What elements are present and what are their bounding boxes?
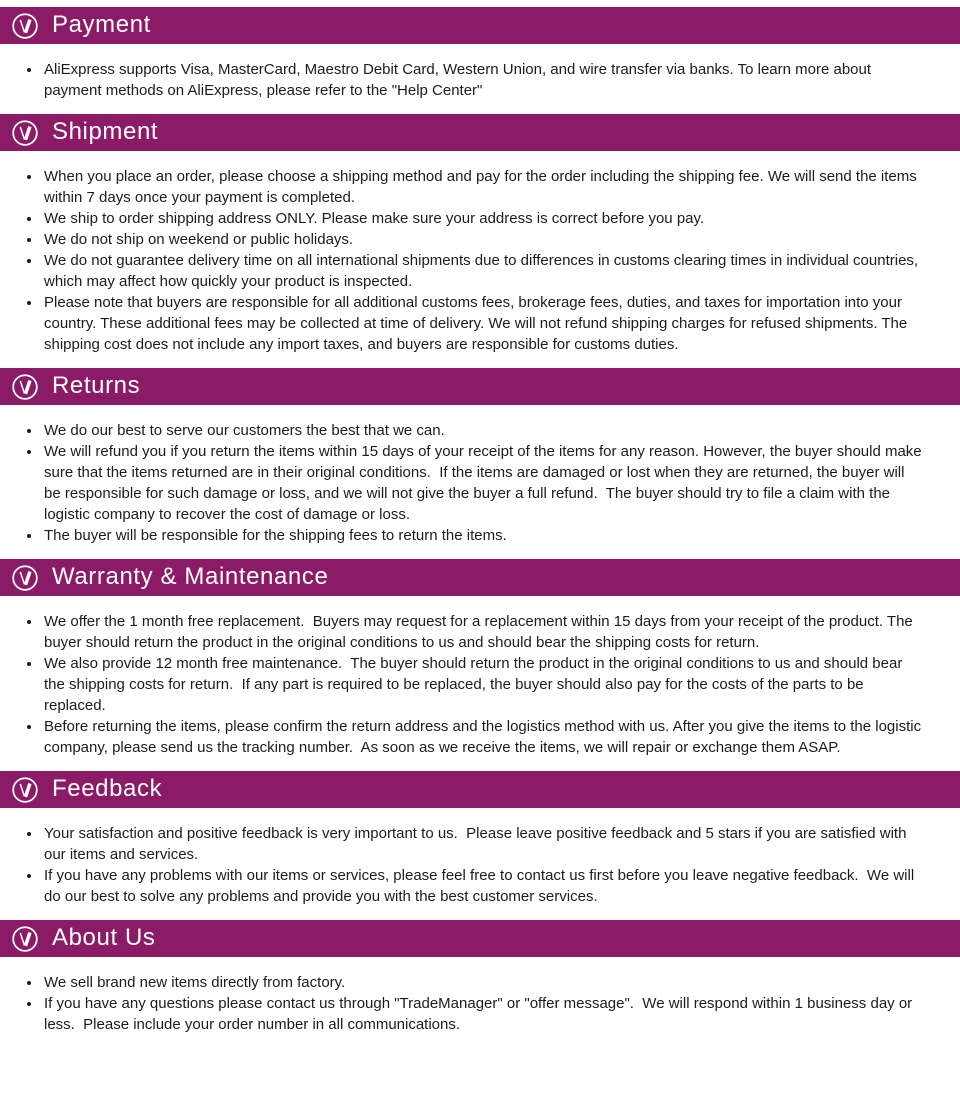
bullet-item: • AliExpress supports Visa, MasterCard, Maestro Debit Card, Western Union, and wire transfer via banks. To learn more about payment methods on AliExpress, please refer to the "Help Center" bbox=[42, 59, 922, 101]
section-body bbox=[0, 957, 960, 1048]
bullet-item: • Before returning the items, please confirm the return address and the logistics method with us. After you give the items to the logistic company, please send us the tracking number. As soon as we receive the items, we will repair or exchange them ASAP. bbox=[42, 716, 922, 758]
bullet-item: • We ship to order shipping address ONLY. Please make sure your address is correct before you pay. bbox=[42, 208, 922, 229]
bullet-item: • We sell brand new items directly from factory. bbox=[42, 972, 922, 993]
top-margin bbox=[0, 0, 960, 7]
bullet-list bbox=[0, 405, 960, 559]
section-header-returns bbox=[0, 368, 960, 405]
section-about-us bbox=[0, 920, 960, 1048]
section-header-warranty bbox=[0, 559, 960, 596]
section-title: Warranty & Maintenance bbox=[52, 562, 329, 590]
bullet-item: • When you place an order, please choose a shipping method and pay for the order including the shipping fee. We will send the items within 7 days once your payment is completed. bbox=[42, 166, 922, 208]
bullet-item: • We will refund you if you return the items within 15 days of your receipt of the items for any reason. However, the buyer should make sure that the items returned are in their original conditions. If the items are damaged or lost when they are returned, the buyer will be responsible for such damage or loss, and we will not give the buyer a full refund. The buyer should try to file a claim with the logistic company to recover the cost of damage or loss. bbox=[42, 441, 922, 525]
section-header-shipment bbox=[0, 114, 960, 151]
bullet-item: • The buyer will be responsible for the shipping fees to return the items. bbox=[42, 525, 922, 546]
section-shipment bbox=[0, 114, 960, 368]
section-body bbox=[0, 596, 960, 771]
section-title: About Us bbox=[52, 923, 156, 951]
section-body bbox=[0, 405, 960, 559]
section-feedback bbox=[0, 771, 960, 920]
v-in-circle-icon bbox=[11, 373, 39, 401]
bullet-item: • Your satisfaction and positive feedback is very important to us. Please leave positive feedback and 5 stars if you are satisfied with our items and services. bbox=[42, 823, 922, 865]
bullet-list bbox=[0, 596, 960, 771]
section-body bbox=[0, 44, 960, 114]
bullet-item: • We do not guarantee delivery time on all international shipments due to differences in customs clearing times in individual countries, which may affect how quickly your product is inspected. bbox=[42, 250, 922, 292]
bullet-list bbox=[0, 44, 960, 114]
section-body bbox=[0, 808, 960, 920]
v-in-circle-icon bbox=[11, 776, 39, 804]
section-header-payment bbox=[0, 7, 960, 44]
bullet-item: • If you have any problems with our items or services, please feel free to contact us first before you leave negative feedback. We will do our best to solve any problems and provide you with the best customer services. bbox=[42, 865, 922, 907]
v-in-circle-icon bbox=[11, 925, 39, 953]
bullet-list bbox=[0, 957, 960, 1048]
bullet-item: • If you have any questions please contact us through "TradeManager" or "offer message". We will respond within 1 business day or less. Please include your order number in all communications. bbox=[42, 993, 922, 1035]
bullet-list bbox=[0, 808, 960, 920]
section-title: Feedback bbox=[52, 774, 163, 802]
section-body bbox=[0, 151, 960, 368]
section-warranty-maintenance bbox=[0, 559, 960, 771]
bullet-item: • We also provide 12 month free maintenance. The buyer should return the product in the original conditions to us and should bear the shipping costs for return. If any part is required to be replaced, the buyer should also pay for the costs of the parts to be replaced. bbox=[42, 653, 922, 716]
section-title: Payment bbox=[52, 10, 151, 38]
bullet-item: • We do not ship on weekend or public holidays. bbox=[42, 229, 922, 250]
section-title: Shipment bbox=[52, 117, 159, 145]
bullet-item: • We do our best to serve our customers the best that we can. bbox=[42, 420, 922, 441]
section-header-about-us bbox=[0, 920, 960, 957]
v-in-circle-icon bbox=[11, 564, 39, 592]
section-payment bbox=[0, 7, 960, 114]
v-in-circle-icon bbox=[11, 119, 39, 147]
section-title: Returns bbox=[52, 371, 141, 399]
section-header-feedback bbox=[0, 771, 960, 808]
bullet-list bbox=[0, 151, 960, 368]
section-returns bbox=[0, 368, 960, 559]
bullet-item: • We offer the 1 month free replacement. Buyers may request for a replacement within 15 days from your receipt of the product. The buyer should return the product in the original conditions to us and should bear the shipping costs for return. bbox=[42, 611, 922, 653]
bullet-item: • Please note that buyers are responsible for all additional customs fees, brokerage fees, duties, and taxes for importation into your country. These additional fees may be collected at time of delivery. We will not refund shipping charges for refused shipments. The shipping cost does not include any import taxes, and buyers are responsible for customs duties. bbox=[42, 292, 922, 355]
v-in-circle-icon bbox=[11, 12, 39, 40]
